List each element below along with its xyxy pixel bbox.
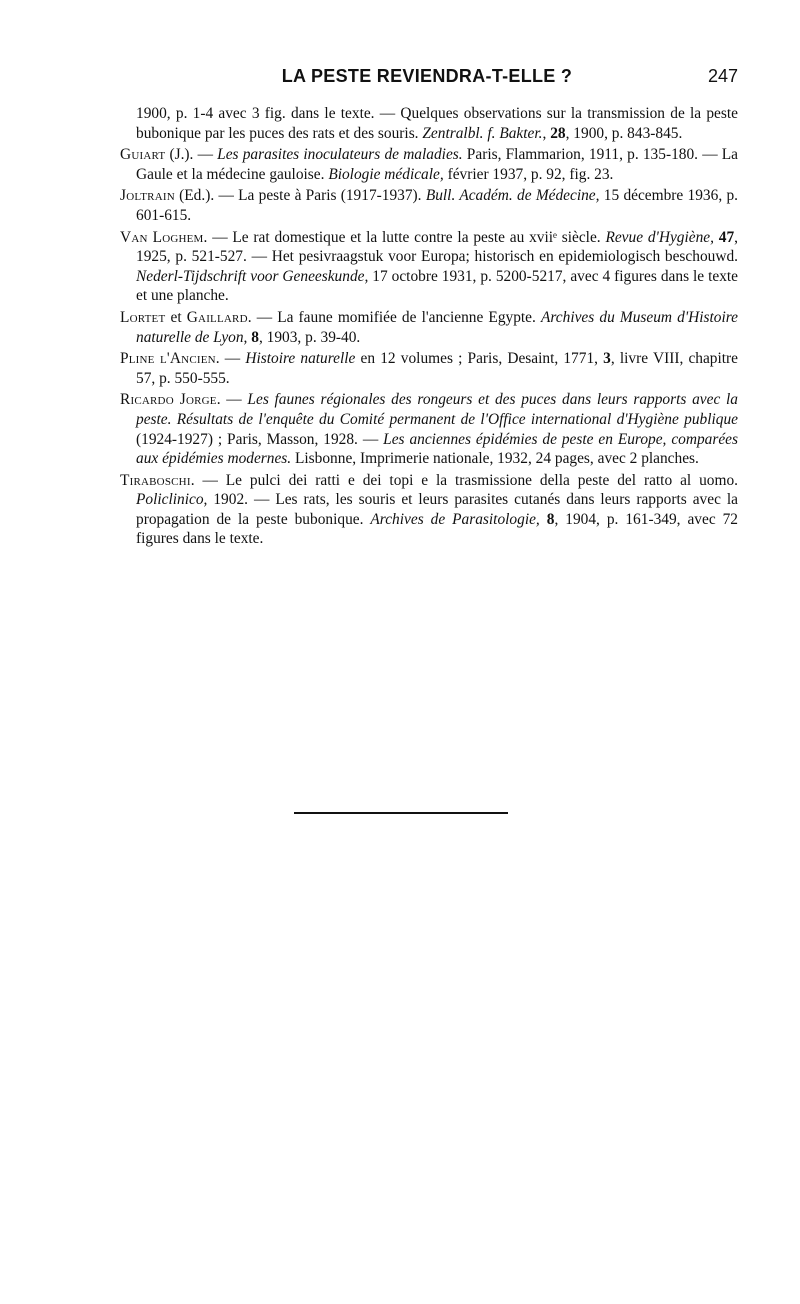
page-number: 247 xyxy=(707,66,738,86)
bibliography-entry xyxy=(120,349,738,388)
entry-text: 1900, p. 1-4 avec 3 fig. dans le texte. — Quelques observations sur la transmission de la peste bubonique par les puces des rats et des souris. xyxy=(136,105,738,142)
entry-author: Pline l'Ancien xyxy=(120,350,216,368)
entry-text: et xyxy=(165,308,187,326)
entry-text: (1924-1927) ; Paris, Masson, 1928. — xyxy=(136,430,384,448)
bibliography-entry xyxy=(120,186,738,225)
entry-text: Paris, Flammarion, 1911, p. 135-180. — La Gaule et la médecine gauloise. xyxy=(136,146,739,183)
entry-title-italic: Les anciennes épidémies de peste en Europe, comparées aux épidémies modernes. xyxy=(136,430,738,468)
entry-volume: 8 xyxy=(546,510,555,528)
entry-author: Joltrain xyxy=(120,187,175,205)
entry-volume: 47 xyxy=(718,228,735,246)
entry-volume: 8 xyxy=(251,328,259,346)
entry-volume: 28 xyxy=(550,124,566,142)
bibliography-entry xyxy=(120,471,738,549)
running-title: LA PESTE REVIENDRA-T-ELLE ? xyxy=(281,66,573,86)
entry-author: Ricardo Jorge xyxy=(120,391,217,409)
bibliography-entry xyxy=(120,228,738,306)
bibliography-entry xyxy=(120,104,738,143)
entry-text: , 1903, p. 39-40. xyxy=(258,328,361,346)
entry-text: , xyxy=(542,124,551,142)
entry-text: . — xyxy=(215,350,246,368)
entry-text: , 1900, p. 843-845. xyxy=(565,124,683,142)
entry-author: Van Loghem xyxy=(120,228,204,246)
entry-author: Guiart xyxy=(120,146,166,164)
entry-text xyxy=(540,511,547,528)
entry-text: en 12 volumes ; Paris, Desaint, 1771, xyxy=(355,350,604,368)
entry-text: , livre VIII, chapitre 57, p. 550-555. xyxy=(136,350,739,387)
bibliography-entry xyxy=(120,145,738,184)
entry-title-italic: Archives du Museum d'Histoire naturelle de Lyon, xyxy=(136,308,738,346)
entry-author: Tiraboschi xyxy=(120,471,191,489)
entry-title-italic: Biologie médicale, xyxy=(328,165,444,183)
end-rule xyxy=(294,812,508,814)
entry-title-italic: Histoire naturelle xyxy=(245,350,356,368)
entry-text: Lisbonne, Imprimerie nationale, 1932, 24 pages, avec 2 planches. xyxy=(291,450,699,468)
entry-title-italic: Nederl-Tijdschrift voor Geneeskunde, xyxy=(136,267,369,285)
entry-title-italic: Archives de Parasitologie, xyxy=(370,510,540,528)
entry-title-italic: Les parasites inoculateurs de maladies. xyxy=(217,146,463,164)
entry-text: , 1925, p. 521-527. — Het pesivraagstuk voor Europa; historisch en epidemiologisch beschouwd. xyxy=(136,228,739,266)
entry-title-italic: Les faunes régionales des rongeurs et des puces dans leurs rapports avec la peste. Résultats de l'enquête du Comité permanent de l'Office international d'Hygiène publique xyxy=(136,391,738,428)
entry-title-italic: Policlinico, xyxy=(136,491,208,509)
entry-title-italic: Bull. Académ. de Médecine, xyxy=(425,187,600,205)
page-header xyxy=(116,66,738,90)
bibliography-list xyxy=(120,104,738,551)
entry-author: Lortet xyxy=(120,308,166,326)
bibliography-entry xyxy=(120,308,738,347)
entry-text: février 1937, p. 92, fig. 23. xyxy=(443,165,614,183)
entry-author: Gaillard xyxy=(186,308,248,326)
entry-text: . — Le pulci dei ratti e dei topi e la trasmissione della peste del ratto al uomo. xyxy=(190,471,738,489)
entry-volume: 3 xyxy=(603,350,611,368)
bibliography-entry xyxy=(120,390,738,468)
entry-text: (J.). — xyxy=(165,146,218,164)
entry-text: 15 décembre 1936, p. 601-615. xyxy=(136,187,738,224)
entry-text: 1902. — Les rats, les souris et leurs parasites cutanés dans leurs rapports avec la propagation de la peste bubonique. xyxy=(136,491,738,528)
entry-text: . — xyxy=(216,391,248,409)
entry-text: , 1904, p. 161-349, avec 72 figures dans le texte. xyxy=(136,510,739,548)
entry-text: . — Le rat domestique et la lutte contre la peste au xviiᵉ siècle. xyxy=(203,228,606,246)
entry-text: 17 octobre 1931, p. 5200-5217, avec 4 figures dans le texte et une planche. xyxy=(136,267,738,305)
entry-text: (Ed.). — La peste à Paris (1917-1937). xyxy=(174,187,426,205)
entry-title-italic: Revue d'Hygiène, xyxy=(605,228,714,246)
entry-title-italic: Zentralbl. f. Bakter. xyxy=(422,124,543,142)
entry-text: . — La faune momifiée de l'ancienne Egypte. xyxy=(247,308,541,326)
